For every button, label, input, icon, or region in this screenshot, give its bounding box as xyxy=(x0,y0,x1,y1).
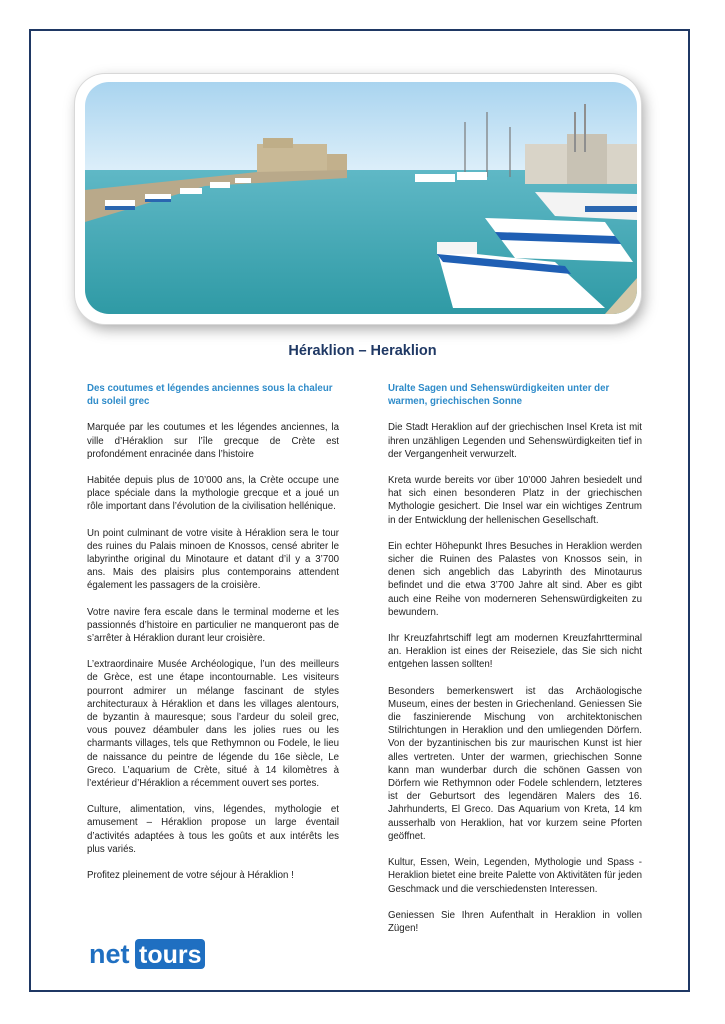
logo-tours: tours xyxy=(139,941,202,969)
nettours-logo xyxy=(87,935,207,971)
german-paragraph: Kultur, Essen, Wein, Legenden, Mythologie und Spass - Heraklion bietet eine breite Palette von Aktivitäten für jeden Geschmack und die verschiedensten Interessen. xyxy=(388,857,642,895)
french-paragraph: Votre navire fera escale dans le terminal moderne et les passionnés d’histoire en particulier ne manqueront pas de s’arrêter à Héraklion durant leur croisière. xyxy=(87,606,339,645)
french-paragraph: Culture, alimentation, vins, légendes, mythologie et amusement – Héraklion propose un large éventail d’activités adaptées à tous les goûts et aux intérêts les plus variés. xyxy=(87,804,339,855)
french-paragraph: Habitée depuis plus de 10’000 ans, la Crète occupe une place spéciale dans la mythologie grecque et a joué un rôle important dans l’évolution de la civilisation hellénique. xyxy=(87,475,339,513)
german-heading: Uralte Sagen und Sehenswürdigkeiten unter der warmen, griechischen Sonne xyxy=(388,383,610,408)
page-title: Héraklion – Heraklion xyxy=(288,343,437,359)
german-paragraph: Ein echter Höhepunkt Ihres Besuches in Heraklion werden sicher die Ruinen des Palastes von Knossos sein, in denen sich angeblich das Labyrinth des Minotaurus befindet und die etwa 3’700 Jahre alt sind. Aber es gibt auch eine Reihe von moderneren Sehenswürdigkeiten zu bewundern. xyxy=(388,540,642,618)
french-paragraph: Profitez pleinement de votre séjour à Héraklion ! xyxy=(87,870,294,882)
german-paragraph: Besonders bemerkenswert ist das Archäologische Museum, eines der besten in Griechenland. Geniessen Sie die faszinierende Mischung von architektonischen Stilrichtungen in Heraklion und den umliegenden Dörfern. Von der byzantinischen bis zur maurischen Kunst ist hier alles vertreten. Unter der warmen, griechischen Sonne kann man wunderbar durch die schönen Gassen von Dörfern wie Rethymnon oder Fodele schlendern, letzteres ist der Geburtsort des legendären Malers des 16. Jahrhunderts, El Greco. Das Aquarium von Kreta, 14 km ausserhalb von Heraklion, hat vor kurzem seine Pforten geöffnet. xyxy=(388,685,642,842)
harbour-photo-frame xyxy=(75,74,641,324)
german-paragraph: Kreta wurde bereits vor über 10’000 Jahren besiedelt und hat sich einen besonderen Platz in der griechischen Mythologie gesichert. Die Insel war ein wichtiges Zentrum in der Entwicklung der hellenischen Gesellschaft. xyxy=(388,475,642,526)
german-paragraph: Ihr Kreuzfahrtschiff legt am modernen Kreuzfahrtterminal an. Heraklion ist eines der Reiseziele, das Sie sich nicht entgehen lassen sollten! xyxy=(388,633,642,671)
german-paragraph: Geniessen Sie Ihren Aufenthalt in Heraklion in vollen Zügen! xyxy=(388,909,642,934)
french-column xyxy=(87,382,339,895)
french-paragraph: Marquée par les coutumes et les légendes anciennes, la ville d’Héraklion sur l’île grecque de Crète est profondément enracinée dans l’histoire xyxy=(87,422,339,460)
french-heading: Des coutumes et légendes anciennes sous la chaleur du soleil grec xyxy=(87,383,333,408)
french-paragraph: L’extraordinaire Musée Archéologique, l’un des meilleurs de Grèce, est une étape incontournable. Les visiteurs pourront admirer un mélange fascinant de styles architecturaux à Héraklion et dans les villages alentours, de byzantin à mauresque; sous l’ardeur du soleil grec, vous pouvez déambuler dans les jolies rues ou les charmants villages, tels que Rethymnon ou Fodele, le lieu de naissance du peintre de légende du 16e siècle, Le Greco. L’aquarium de Crète, situé à 14 kilomètres à l’extérieur d’Héraklion a récemment ouvert ses portes. xyxy=(87,659,339,790)
logo-net: net xyxy=(89,939,130,969)
german-column xyxy=(388,382,642,948)
french-paragraph: Un point culminant de votre visite à Héraklion sera le tour des ruines du Palais minoen de Knossos, censé abriter le labyrinthe original du Minotaure et datant d’il y a 3’700 ans. Mais des plaisirs plus contemporains attendent également les passagers de la croisière. xyxy=(87,527,339,592)
harbour-photo xyxy=(85,82,637,314)
german-paragraph: Die Stadt Heraklion auf der griechischen Insel Kreta ist mit ihren unzähligen Legenden und Sehenswürdigkeiten tief in der Vergangenheit verwurzelt. xyxy=(388,422,642,460)
